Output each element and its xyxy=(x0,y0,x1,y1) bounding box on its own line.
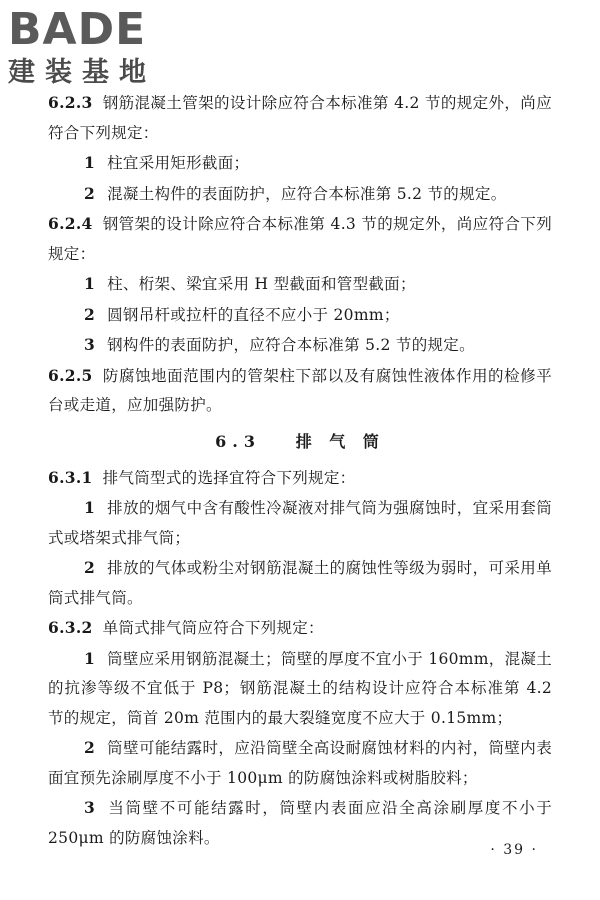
clause-6-3-1 xyxy=(48,463,552,494)
page-number: · 39 · xyxy=(490,842,538,858)
clause-number: 6.2.5 xyxy=(48,365,93,385)
logo-word: BADE xyxy=(8,4,147,55)
clause-number: 6.2.4 xyxy=(48,214,93,233)
logo xyxy=(8,6,178,92)
clause-number: 6.3.1 xyxy=(48,467,93,487)
clause-6-2-4 xyxy=(48,209,552,269)
clause-6-2-5 xyxy=(48,361,552,421)
list-item: 2 筒壁可能结露时，应沿筒壁全高设耐腐蚀材料的内衬，筒壁内表面宜预先涂刷厚度不小于 100μm 的防腐蚀涂料或树脂胶料； xyxy=(48,738,552,787)
logo-subtitle: 建装基地 xyxy=(8,57,156,88)
list-item: 3 钢构件的表面防护，应符合本标准第 5.2 节的规定。 xyxy=(84,335,475,354)
clause-6-3-2 xyxy=(48,613,552,644)
clause-text: 排气筒型式的选择宜符合下列规定： xyxy=(102,468,356,487)
list-item: 1 柱宜采用矩形截面； xyxy=(84,153,250,172)
page-body xyxy=(48,88,552,853)
list-item: 2 圆钢吊杆或拉杆的直径不应小于 20mm； xyxy=(84,304,400,324)
list-item: 1 柱、桁架、梁宜采用 H 型截面和管型截面； xyxy=(84,274,416,293)
clause-text: 防腐蚀地面范围内的管架柱下部以及有腐蚀性液体作用的检修平台或走道，应加强防护。 xyxy=(48,366,552,414)
clause-number: 6.3.2 xyxy=(48,618,93,637)
clause-text: 钢筋混凝土管架的设计除应符合本标准第 4.2 节的规定外，尚应符合下列规定： xyxy=(48,94,552,142)
clause-number: 6.2.3 xyxy=(48,93,93,112)
list-item: 1 筒壁应采用钢筋混凝土；筒壁的厚度不宜小于 160mm，混凝土的抗渗等级不宜低于 P8；钢筋混凝土的结构设计应符合本标准第 4.2 节的规定，筒首 20m 范围内的最大裂缝宽度不应大于 0.15mm； xyxy=(48,648,553,727)
section-title xyxy=(48,427,552,457)
list-item: 2 混凝土构件的表面防护，应符合本标准第 5.2 节的规定。 xyxy=(84,183,507,203)
section-heading: 排 气 筒 xyxy=(295,431,385,451)
clause-text: 单筒式排气筒应符合下列规定： xyxy=(102,619,324,637)
clause-text: 钢管架的设计除应符合本标准第 4.3 节的规定外，尚应符合下列规定： xyxy=(48,215,552,263)
clause-6-2-3 xyxy=(48,88,552,148)
list-item: 3 当筒壁不可能结露时，筒壁内表面应沿全高涂刷厚度不小于 250μm 的防腐蚀涂料。 xyxy=(48,798,552,847)
list-item: 1 排放的烟气中含有酸性冷凝液对排气筒为强腐蚀时，宜采用套筒式或塔架式排气筒； xyxy=(48,498,552,547)
list-item: 2 排放的气体或粉尘对钢筋混凝土的腐蚀性等级为弱时，可采用单筒式排气筒。 xyxy=(48,558,552,607)
section-number: 6.3 xyxy=(215,431,261,451)
